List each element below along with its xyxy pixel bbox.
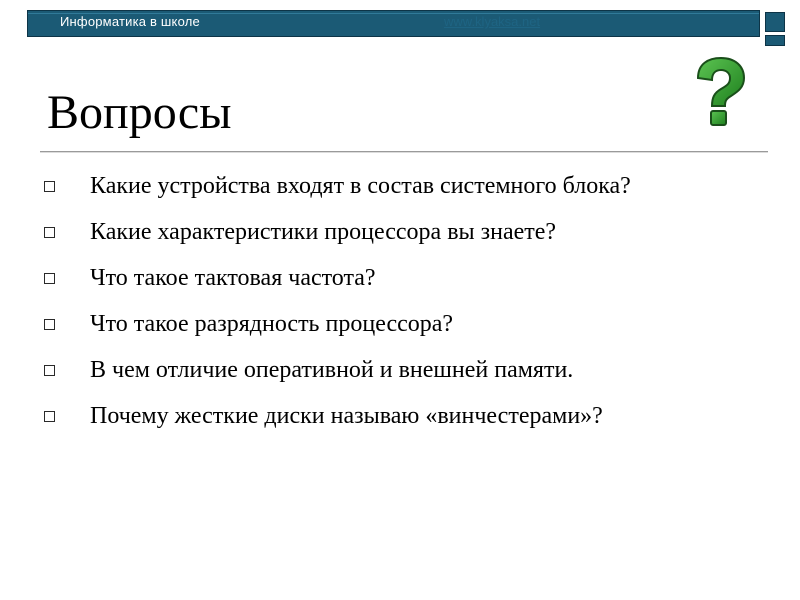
square-bullet-icon <box>44 411 55 422</box>
list-item-text: Какие характеристики процессора вы знаете? <box>90 219 557 245</box>
list-item <box>44 170 744 203</box>
list-item-text: В чем отличие оперативной и внешней памяти. <box>90 357 574 383</box>
list-item <box>44 216 744 249</box>
list-item <box>44 400 744 433</box>
square-bullet-icon <box>44 227 55 238</box>
slide-title: Вопросы <box>47 86 232 139</box>
decorative-square-bottom <box>765 35 785 46</box>
list-item-text: Что такое разрядность процессора? <box>90 311 454 337</box>
list-item-text: Какие устройства входят в состав системного блока? <box>90 173 631 199</box>
list-item-text: Что такое тактовая частота? <box>90 265 376 291</box>
square-bullet-icon <box>44 181 55 192</box>
square-bullet-icon <box>44 365 55 376</box>
list-item <box>44 354 744 387</box>
list-item <box>44 262 744 295</box>
square-bullet-icon <box>44 273 55 284</box>
question-list <box>44 170 744 446</box>
decorative-square-top <box>765 12 785 32</box>
header-title: Информатика в школе <box>60 14 200 29</box>
list-item-text: Почему жесткие диски называю «винчестерами»? <box>90 403 603 429</box>
square-bullet-icon <box>44 319 55 330</box>
title-divider <box>40 151 768 152</box>
header-link[interactable]: www.klyaksa.net <box>444 14 541 29</box>
question-mark-icon <box>690 56 750 128</box>
list-item <box>44 308 744 341</box>
